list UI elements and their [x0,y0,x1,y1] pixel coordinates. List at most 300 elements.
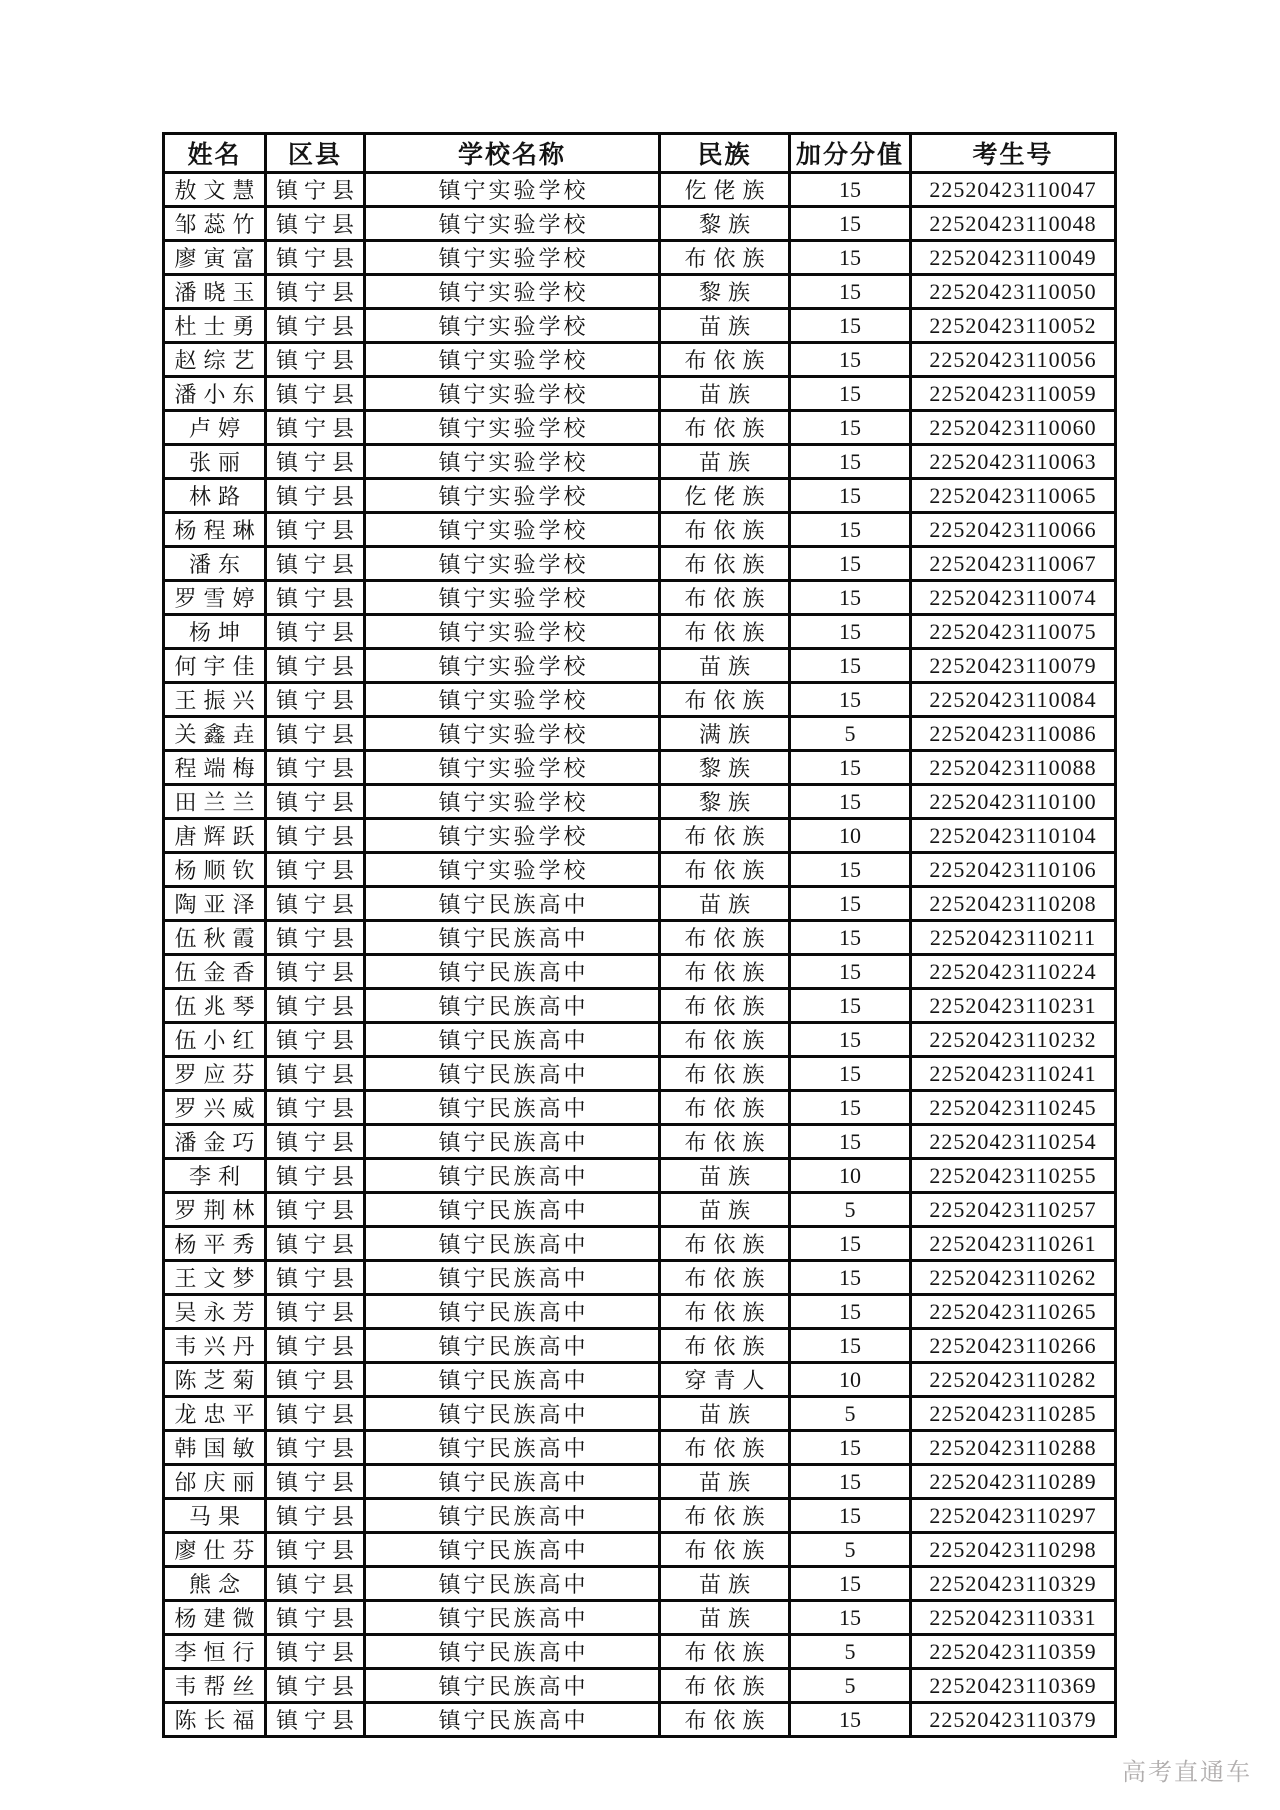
cell-name: 邹蕊竹 [164,207,266,241]
header-school: 学校名称 [365,134,660,173]
table-row [164,207,1116,241]
cell-school: 镇宁民族高中 [365,1465,660,1499]
cell-school: 镇宁民族高中 [365,989,660,1023]
cell-candidate-number: 22520423110265 [911,1295,1116,1329]
cell-candidate-number: 22520423110232 [911,1023,1116,1057]
cell-name: 伍秋霞 [164,921,266,955]
cell-candidate-number: 22520423110106 [911,853,1116,887]
cell-county: 镇宁县 [266,1669,365,1703]
cell-school: 镇宁实验学校 [365,581,660,615]
cell-ethnicity: 布依族 [660,1669,790,1703]
cell-county: 镇宁县 [266,1703,365,1737]
cell-candidate-number: 22520423110369 [911,1669,1116,1703]
header-candidate-number: 考生号 [911,134,1116,173]
table-row [164,1601,1116,1635]
table-row [164,1227,1116,1261]
cell-name: 邰庆丽 [164,1465,266,1499]
table-row [164,615,1116,649]
cell-candidate-number: 22520423110063 [911,445,1116,479]
cell-candidate-number: 22520423110059 [911,377,1116,411]
cell-ethnicity: 苗族 [660,887,790,921]
header-row [164,134,1116,173]
cell-name: 唐辉跃 [164,819,266,853]
header-bonus-score: 加分分值 [790,134,911,173]
cell-name: 杜士勇 [164,309,266,343]
cell-name: 吴永芳 [164,1295,266,1329]
cell-county: 镇宁县 [266,853,365,887]
header-county: 区县 [266,134,365,173]
cell-ethnicity: 布依族 [660,819,790,853]
cell-name: 杨建微 [164,1601,266,1635]
table-row [164,241,1116,275]
table-row [164,1669,1116,1703]
cell-bonus-score: 15 [790,1091,911,1125]
table-row [164,1091,1116,1125]
cell-county: 镇宁县 [266,1023,365,1057]
cell-name: 廖寅富 [164,241,266,275]
cell-school: 镇宁民族高中 [365,1533,660,1567]
cell-ethnicity: 布依族 [660,411,790,445]
cell-school: 镇宁实验学校 [365,649,660,683]
cell-school: 镇宁民族高中 [365,1227,660,1261]
cell-bonus-score: 15 [790,989,911,1023]
cell-ethnicity: 苗族 [660,1567,790,1601]
table-row [164,1703,1116,1737]
table-row [164,649,1116,683]
table-row [164,1057,1116,1091]
table-row [164,1329,1116,1363]
cell-county: 镇宁县 [266,615,365,649]
cell-school: 镇宁实验学校 [365,207,660,241]
cell-name: 杨顺钦 [164,853,266,887]
cell-bonus-score: 15 [790,581,911,615]
cell-name: 韦兴丹 [164,1329,266,1363]
cell-county: 镇宁县 [266,1227,365,1261]
cell-ethnicity: 布依族 [660,1091,790,1125]
table-row [164,683,1116,717]
cell-candidate-number: 22520423110100 [911,785,1116,819]
table-row [164,1023,1116,1057]
cell-county: 镇宁县 [266,683,365,717]
cell-name: 田兰兰 [164,785,266,819]
cell-ethnicity: 布依族 [660,1295,790,1329]
cell-candidate-number: 22520423110211 [911,921,1116,955]
cell-candidate-number: 22520423110257 [911,1193,1116,1227]
cell-ethnicity: 布依族 [660,1023,790,1057]
cell-ethnicity: 布依族 [660,513,790,547]
header-ethnicity: 民族 [660,134,790,173]
cell-county: 镇宁县 [266,887,365,921]
cell-ethnicity: 仡佬族 [660,173,790,207]
cell-school: 镇宁实验学校 [365,819,660,853]
cell-ethnicity: 布依族 [660,547,790,581]
cell-name: 杨平秀 [164,1227,266,1261]
cell-county: 镇宁县 [266,1057,365,1091]
cell-ethnicity: 黎族 [660,207,790,241]
cell-school: 镇宁实验学校 [365,173,660,207]
cell-school: 镇宁民族高中 [365,1567,660,1601]
cell-county: 镇宁县 [266,1295,365,1329]
cell-ethnicity: 布依族 [660,1703,790,1737]
cell-name: 潘晓玉 [164,275,266,309]
cell-candidate-number: 22520423110079 [911,649,1116,683]
cell-school: 镇宁实验学校 [365,717,660,751]
cell-county: 镇宁县 [266,1091,365,1125]
cell-ethnicity: 苗族 [660,1465,790,1499]
cell-bonus-score: 15 [790,921,911,955]
table-row [164,173,1116,207]
cell-ethnicity: 苗族 [660,1159,790,1193]
cell-ethnicity: 布依族 [660,1329,790,1363]
cell-county: 镇宁县 [266,1329,365,1363]
cell-county: 镇宁县 [266,785,365,819]
cell-name: 潘东 [164,547,266,581]
cell-name: 罗雪婷 [164,581,266,615]
cell-name: 罗应芬 [164,1057,266,1091]
cell-candidate-number: 22520423110266 [911,1329,1116,1363]
cell-bonus-score: 15 [790,1567,911,1601]
header-name: 姓名 [164,134,266,173]
cell-ethnicity: 布依族 [660,1635,790,1669]
cell-bonus-score: 15 [790,887,911,921]
cell-bonus-score: 15 [790,207,911,241]
cell-ethnicity: 苗族 [660,309,790,343]
cell-bonus-score: 15 [790,1227,911,1261]
cell-name: 伍金香 [164,955,266,989]
cell-candidate-number: 22520423110359 [911,1635,1116,1669]
cell-county: 镇宁县 [266,649,365,683]
cell-candidate-number: 22520423110052 [911,309,1116,343]
cell-bonus-score: 15 [790,411,911,445]
cell-school: 镇宁实验学校 [365,513,660,547]
cell-candidate-number: 22520423110288 [911,1431,1116,1465]
cell-school: 镇宁民族高中 [365,921,660,955]
cell-bonus-score: 15 [790,343,911,377]
cell-county: 镇宁县 [266,955,365,989]
cell-bonus-score: 15 [790,955,911,989]
cell-candidate-number: 22520423110297 [911,1499,1116,1533]
table-row [164,887,1116,921]
cell-bonus-score: 15 [790,615,911,649]
cell-county: 镇宁县 [266,343,365,377]
table-row [164,785,1116,819]
cell-candidate-number: 22520423110329 [911,1567,1116,1601]
cell-ethnicity: 布依族 [660,1125,790,1159]
table-row [164,989,1116,1023]
cell-name: 卢婷 [164,411,266,445]
cell-candidate-number: 22520423110049 [911,241,1116,275]
cell-school: 镇宁民族高中 [365,1499,660,1533]
cell-bonus-score: 15 [790,1465,911,1499]
table-row [164,343,1116,377]
cell-school: 镇宁实验学校 [365,241,660,275]
cell-bonus-score: 15 [790,683,911,717]
cell-bonus-score: 15 [790,445,911,479]
table-row [164,581,1116,615]
cell-bonus-score: 15 [790,479,911,513]
cell-school: 镇宁民族高中 [365,887,660,921]
cell-county: 镇宁县 [266,1125,365,1159]
table-row [164,1193,1116,1227]
cell-county: 镇宁县 [266,1159,365,1193]
cell-ethnicity: 苗族 [660,1193,790,1227]
cell-bonus-score: 15 [790,1125,911,1159]
cell-candidate-number: 22520423110056 [911,343,1116,377]
table-row [164,853,1116,887]
cell-school: 镇宁民族高中 [365,1397,660,1431]
cell-bonus-score: 15 [790,309,911,343]
cell-ethnicity: 苗族 [660,445,790,479]
cell-county: 镇宁县 [266,1465,365,1499]
cell-county: 镇宁县 [266,1261,365,1295]
cell-county: 镇宁县 [266,513,365,547]
cell-county: 镇宁县 [266,411,365,445]
cell-bonus-score: 15 [790,649,911,683]
cell-name: 李利 [164,1159,266,1193]
cell-candidate-number: 22520423110088 [911,751,1116,785]
cell-county: 镇宁县 [266,207,365,241]
cell-name: 张丽 [164,445,266,479]
cell-bonus-score: 15 [790,241,911,275]
table-row [164,921,1116,955]
cell-ethnicity: 满族 [660,717,790,751]
cell-ethnicity: 布依族 [660,1261,790,1295]
cell-school: 镇宁民族高中 [365,1431,660,1465]
cell-ethnicity: 布依族 [660,921,790,955]
cell-candidate-number: 22520423110245 [911,1091,1116,1125]
cell-school: 镇宁民族高中 [365,1125,660,1159]
cell-candidate-number: 22520423110379 [911,1703,1116,1737]
cell-school: 镇宁民族高中 [365,1193,660,1227]
cell-name: 王振兴 [164,683,266,717]
cell-ethnicity: 布依族 [660,1057,790,1091]
table-row [164,751,1116,785]
cell-candidate-number: 22520423110065 [911,479,1116,513]
cell-name: 潘小东 [164,377,266,411]
cell-school: 镇宁实验学校 [365,853,660,887]
cell-ethnicity: 苗族 [660,377,790,411]
table-row [164,479,1116,513]
cell-name: 龙忠平 [164,1397,266,1431]
table-row [164,1125,1116,1159]
cell-county: 镇宁县 [266,1601,365,1635]
cell-bonus-score: 5 [790,717,911,751]
cell-county: 镇宁县 [266,445,365,479]
cell-bonus-score: 15 [790,275,911,309]
table-row [164,309,1116,343]
cell-ethnicity: 黎族 [660,785,790,819]
cell-school: 镇宁实验学校 [365,275,660,309]
table-row [164,1295,1116,1329]
cell-school: 镇宁实验学校 [365,547,660,581]
cell-name: 关鑫垚 [164,717,266,751]
cell-name: 廖仕芬 [164,1533,266,1567]
cell-name: 潘金巧 [164,1125,266,1159]
cell-county: 镇宁县 [266,1567,365,1601]
watermark-text: 高考直通车 [1122,1759,1252,1786]
cell-bonus-score: 15 [790,513,911,547]
table-row [164,1363,1116,1397]
cell-candidate-number: 22520423110261 [911,1227,1116,1261]
cell-name: 罗兴威 [164,1091,266,1125]
cell-ethnicity: 布依族 [660,1227,790,1261]
cell-bonus-score: 10 [790,819,911,853]
cell-school: 镇宁民族高中 [365,955,660,989]
cell-school: 镇宁实验学校 [365,683,660,717]
cell-county: 镇宁县 [266,173,365,207]
table-row [164,1465,1116,1499]
cell-school: 镇宁民族高中 [365,1091,660,1125]
cell-school: 镇宁民族高中 [365,1057,660,1091]
cell-ethnicity: 苗族 [660,649,790,683]
cell-ethnicity: 布依族 [660,241,790,275]
cell-bonus-score: 15 [790,853,911,887]
cell-candidate-number: 22520423110241 [911,1057,1116,1091]
cell-county: 镇宁县 [266,989,365,1023]
cell-bonus-score: 15 [790,1261,911,1295]
cell-county: 镇宁县 [266,1499,365,1533]
cell-candidate-number: 22520423110282 [911,1363,1116,1397]
cell-name: 何宇佳 [164,649,266,683]
cell-county: 镇宁县 [266,1431,365,1465]
cell-name: 韩国敏 [164,1431,266,1465]
cell-candidate-number: 22520423110224 [911,955,1116,989]
table-row [164,377,1116,411]
cell-bonus-score: 5 [790,1533,911,1567]
cell-ethnicity: 仡佬族 [660,479,790,513]
table-row [164,1635,1116,1669]
cell-bonus-score: 5 [790,1669,911,1703]
cell-name: 赵综艺 [164,343,266,377]
cell-county: 镇宁县 [266,819,365,853]
table-row [164,1499,1116,1533]
cell-bonus-score: 15 [790,1329,911,1363]
cell-name: 程端梅 [164,751,266,785]
bonus-points-roster-table [162,132,1117,1738]
cell-ethnicity: 穿青人 [660,1363,790,1397]
cell-bonus-score: 15 [790,1703,911,1737]
cell-name: 陶亚泽 [164,887,266,921]
cell-ethnicity: 黎族 [660,751,790,785]
cell-candidate-number: 22520423110255 [911,1159,1116,1193]
cell-candidate-number: 22520423110285 [911,1397,1116,1431]
cell-bonus-score: 15 [790,1499,911,1533]
cell-ethnicity: 布依族 [660,683,790,717]
cell-bonus-score: 15 [790,547,911,581]
cell-school: 镇宁民族高中 [365,1159,660,1193]
cell-ethnicity: 苗族 [660,1397,790,1431]
table-row [164,445,1116,479]
table-row [164,1533,1116,1567]
cell-county: 镇宁县 [266,1193,365,1227]
cell-candidate-number: 22520423110047 [911,173,1116,207]
cell-candidate-number: 22520423110075 [911,615,1116,649]
cell-name: 李恒行 [164,1635,266,1669]
cell-school: 镇宁民族高中 [365,1703,660,1737]
cell-bonus-score: 15 [790,785,911,819]
cell-county: 镇宁县 [266,751,365,785]
cell-name: 伍小红 [164,1023,266,1057]
cell-candidate-number: 22520423110074 [911,581,1116,615]
cell-county: 镇宁县 [266,547,365,581]
cell-candidate-number: 22520423110231 [911,989,1116,1023]
cell-candidate-number: 22520423110289 [911,1465,1116,1499]
cell-bonus-score: 15 [790,751,911,785]
cell-school: 镇宁民族高中 [365,1635,660,1669]
cell-ethnicity: 黎族 [660,275,790,309]
cell-candidate-number: 22520423110048 [911,207,1116,241]
cell-candidate-number: 22520423110067 [911,547,1116,581]
cell-school: 镇宁民族高中 [365,1329,660,1363]
table-row [164,955,1116,989]
table-row [164,1261,1116,1295]
cell-ethnicity: 布依族 [660,615,790,649]
cell-bonus-score: 15 [790,1023,911,1057]
cell-county: 镇宁县 [266,1397,365,1431]
cell-school: 镇宁实验学校 [365,377,660,411]
cell-bonus-score: 15 [790,1431,911,1465]
cell-county: 镇宁县 [266,275,365,309]
table-row [164,1397,1116,1431]
cell-county: 镇宁县 [266,479,365,513]
cell-school: 镇宁民族高中 [365,1023,660,1057]
cell-name: 杨程琳 [164,513,266,547]
cell-county: 镇宁县 [266,1533,365,1567]
cell-bonus-score: 15 [790,377,911,411]
cell-school: 镇宁实验学校 [365,411,660,445]
cell-bonus-score: 10 [790,1159,911,1193]
cell-bonus-score: 5 [790,1635,911,1669]
cell-bonus-score: 15 [790,1295,911,1329]
cell-county: 镇宁县 [266,1635,365,1669]
cell-bonus-score: 15 [790,173,911,207]
table-row [164,411,1116,445]
cell-school: 镇宁实验学校 [365,751,660,785]
cell-candidate-number: 22520423110262 [911,1261,1116,1295]
cell-candidate-number: 22520423110208 [911,887,1116,921]
cell-ethnicity: 布依族 [660,955,790,989]
cell-county: 镇宁县 [266,377,365,411]
cell-school: 镇宁民族高中 [365,1295,660,1329]
cell-name: 王文梦 [164,1261,266,1295]
table-row [164,275,1116,309]
cell-candidate-number: 22520423110331 [911,1601,1116,1635]
cell-name: 林路 [164,479,266,513]
table-body [164,173,1116,1737]
cell-school: 镇宁民族高中 [365,1261,660,1295]
cell-ethnicity: 布依族 [660,581,790,615]
table-row [164,1159,1116,1193]
table-row [164,1431,1116,1465]
cell-candidate-number: 22520423110050 [911,275,1116,309]
table-row [164,547,1116,581]
cell-school: 镇宁民族高中 [365,1363,660,1397]
cell-candidate-number: 22520423110104 [911,819,1116,853]
cell-candidate-number: 22520423110060 [911,411,1116,445]
cell-name: 杨坤 [164,615,266,649]
cell-name: 熊念 [164,1567,266,1601]
cell-county: 镇宁县 [266,717,365,751]
cell-candidate-number: 22520423110254 [911,1125,1116,1159]
cell-ethnicity: 布依族 [660,343,790,377]
cell-school: 镇宁实验学校 [365,479,660,513]
cell-ethnicity: 布依族 [660,853,790,887]
table-row [164,513,1116,547]
cell-ethnicity: 苗族 [660,1601,790,1635]
cell-bonus-score: 5 [790,1397,911,1431]
cell-school: 镇宁实验学校 [365,785,660,819]
cell-ethnicity: 布依族 [660,1499,790,1533]
